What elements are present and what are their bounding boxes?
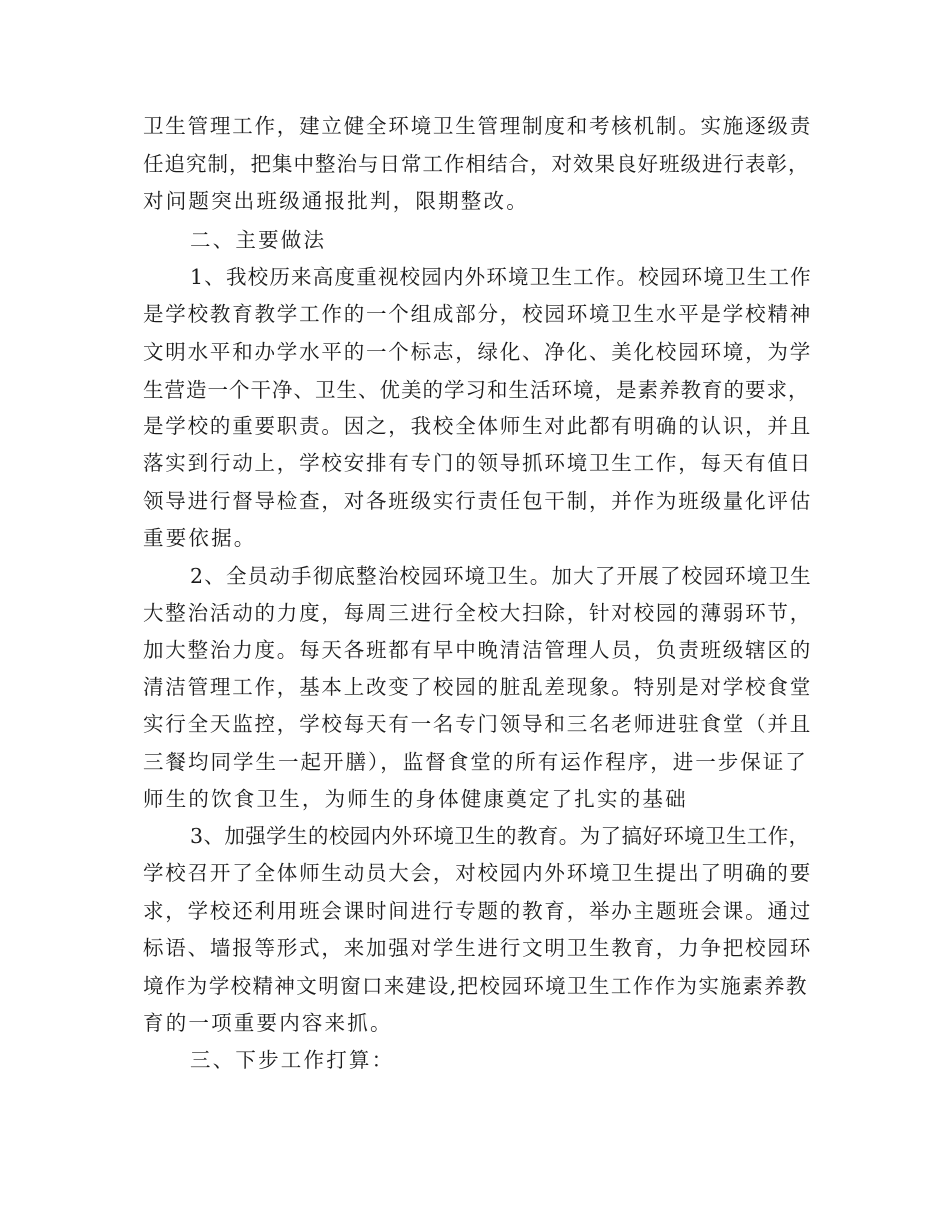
text-line: 领导进行督导检查，对各班级实行责任包干制，并作为班级量化评估 — [143, 489, 812, 513]
text-line: 2、全员动手彻底整治校园环境卫生。加大了开展了校园环境卫生 — [190, 564, 812, 588]
text-line: 求，学校还利用班会课时间进行专题的教育，举办主题班会课。通过 — [143, 899, 812, 923]
text-line: 是学校的重要职责。因之，我校全体师生对此都有明确的认识，并且 — [143, 414, 812, 438]
text-line: 任追究制，把集中整治与日常工作相结合，对效果良好班级进行表彰， — [143, 152, 810, 176]
text-line: 卫生管理工作，建立健全环境卫生管理制度和考核机制。实施逐级责 — [143, 114, 812, 138]
text-line: 标语、墙报等形式，来加强对学生进行文明卫生教育，力争把校园环 — [143, 936, 812, 960]
text-line: 大整治活动的力度，每周三进行全校大扫除，针对校园的薄弱环节， — [143, 601, 812, 625]
text-line: 1、我校历来高度重视校园内外环境卫生工作。校园环境卫生工作 — [190, 265, 812, 289]
text-line: 重要依据。 — [143, 526, 257, 550]
text-line: 落实到行动上，学校安排有专门的领导抓环境卫生工作，每天有值日 — [143, 451, 812, 475]
text-line: 育的一项重要内容来抓。 — [143, 1011, 393, 1035]
text-line: 学校召开了全体师生动员大会，对校园内外环境卫生提出了明确的要 — [143, 861, 812, 885]
text-line: 文明水平和办学水平的一个标志，绿化、净化、美化校园环境，为学 — [143, 340, 812, 364]
text-line: 加大整治力度。每天各班都有早中晚清洁管理人员，负责班级辖区的 — [143, 638, 812, 662]
text-line: 师生的饮食卫生，为师生的身体健康奠定了扎实的基础 — [143, 787, 688, 811]
text-line: 生营造一个干净、卫生、优美的学习和生活环境，是素养教育的要求， — [143, 378, 810, 402]
section-heading: 二、主要做法 — [190, 228, 327, 252]
text-line: 清洁管理工作，基本上改变了校园的脏乱差现象。特别是对学校食堂 — [143, 675, 812, 699]
text-line: 是学校教育教学工作的一个组成部分，校园环境卫生水平是学校精神 — [143, 302, 812, 326]
text-line: 3、加强学生的校园内外环境卫生的教育。为了搞好环境卫生工作， — [190, 824, 810, 848]
text-line: 对问题突出班级通报批判，限期整改。 — [143, 189, 529, 213]
section-heading: 三、下步工作打算： — [190, 1048, 395, 1072]
text-line: 三餐均同学生一起开膳），监督食堂的所有运作程序，进一步保证了 — [143, 750, 808, 774]
text-line: 实行全天监控，学校每天有一名专门领导和三名老师进驻食堂（并且 — [143, 712, 812, 736]
text-line: 境作为学校精神文明窗口来建设,把校园环境卫生工作作为实施素养教 — [143, 974, 808, 998]
